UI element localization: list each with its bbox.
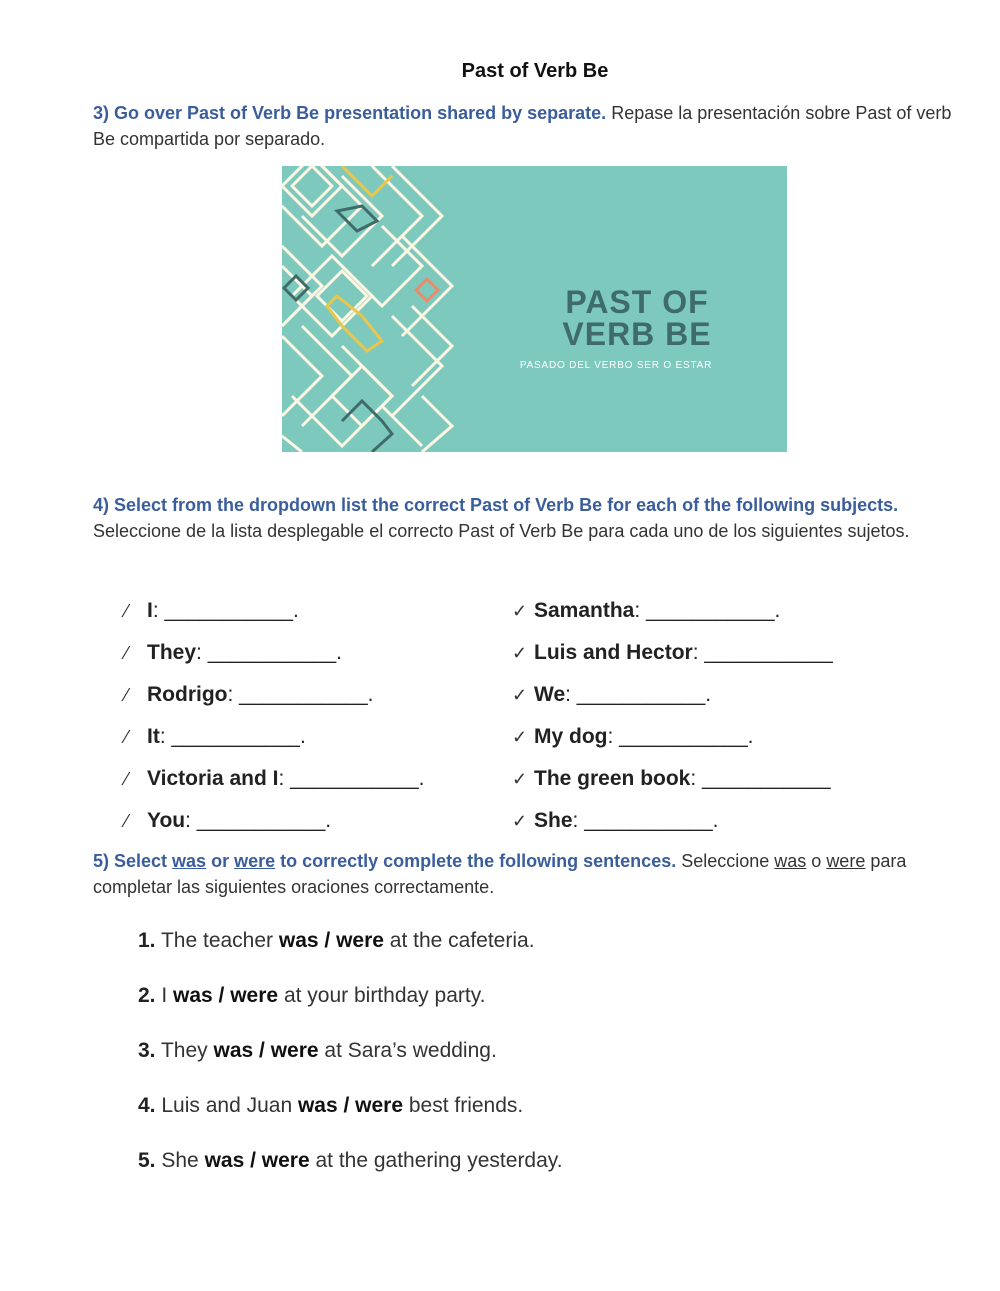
check-icon: ✓ <box>512 727 528 747</box>
subject-row-it: ⁄ It: ___________. <box>125 722 306 752</box>
answer-dropdown[interactable]: ___________ <box>584 809 713 832</box>
subject-row-they: ⁄ They: ___________. <box>125 638 342 668</box>
section-3-heading: 3) Go over Past of Verb Be presentation shared by separate. <box>93 103 607 123</box>
subject-label: They <box>147 641 197 664</box>
subject-label: My dog <box>534 725 608 748</box>
check-icon: ✓ <box>512 811 528 831</box>
check-icon: ✓ <box>512 769 528 789</box>
check-icon: ⁄ <box>125 601 129 621</box>
subject-row-victoria-and-i: ⁄ Victoria and I: ___________. <box>125 764 425 794</box>
check-icon: ⁄ <box>125 769 129 789</box>
sentence-4: 4. Luis and Juan was / were best friends. <box>138 1094 524 1117</box>
subject-row-you: ⁄ You: ___________. <box>125 806 331 836</box>
sentence-1: 1. The teacher was / were at the cafeteria. <box>138 929 535 952</box>
subject-label: It <box>147 725 160 748</box>
check-icon: ✓ <box>512 643 528 663</box>
subject-label: The green book <box>534 767 691 790</box>
check-icon: ⁄ <box>125 811 129 831</box>
sentence-3: 3. They was / were at Sara’s wedding. <box>138 1039 497 1062</box>
section-4-heading: 4) Select from the dropdown list the correct Past of Verb Be for each of the following subjects. <box>93 495 899 515</box>
check-icon: ✓ <box>512 601 528 621</box>
subject-label: I <box>147 599 153 622</box>
subject-row-i: ⁄ I: ___________. <box>125 596 299 626</box>
subject-label: She <box>534 809 573 832</box>
was-were-selector[interactable]: was / were <box>213 1039 319 1062</box>
check-icon: ⁄ <box>125 685 129 705</box>
answer-dropdown[interactable]: ___________ <box>290 767 419 790</box>
answer-dropdown[interactable]: ___________ <box>704 641 833 664</box>
subject-label: We <box>534 683 566 706</box>
subject-label: You <box>147 809 186 832</box>
section-3-instructions <box>93 100 963 152</box>
answer-dropdown[interactable]: ___________ <box>702 767 831 790</box>
section-5-text: Seleccione was o were para completar las siguientes oraciones correctamente. <box>93 851 907 897</box>
subject-row-my-dog: ✓ My dog: ___________. <box>512 722 754 752</box>
was-were-selector[interactable]: was / were <box>297 1094 404 1117</box>
subject-label: Rodrigo <box>147 683 228 706</box>
presentation-banner <box>282 166 787 452</box>
subject-row-rodrigo: ⁄ Rodrigo: ___________. <box>125 680 373 710</box>
answer-dropdown[interactable]: ___________ <box>207 641 337 664</box>
subject-row-we: ✓ We: ___________. <box>512 680 711 710</box>
answer-dropdown[interactable]: ___________ <box>619 725 748 748</box>
answer-dropdown[interactable]: ___________ <box>646 599 775 622</box>
was-were-selector[interactable]: was / were <box>278 929 384 952</box>
subject-label: Samantha <box>534 599 635 622</box>
sentence-2: 2. I was / were at your birthday party. <box>138 984 486 1007</box>
check-icon: ⁄ <box>125 727 129 747</box>
subject-row-luis-and-hector: ✓ Luis and Hector: ___________ <box>512 638 833 668</box>
section-4-text: Seleccione de la lista desplegable el correcto Past of Verb Be para cada uno de los siguientes sujetos. <box>93 521 910 541</box>
banner-title-line-1: PAST OF <box>565 284 709 320</box>
answer-dropdown[interactable]: ___________ <box>239 683 368 706</box>
answer-dropdown[interactable]: ___________ <box>196 809 326 832</box>
banner-title-line-2: VERB BE <box>562 316 712 352</box>
section-4-instructions <box>93 492 963 544</box>
subject-row-the-green-book: ✓ The green book: ___________ <box>512 764 831 794</box>
answer-dropdown[interactable]: ___________ <box>164 599 293 622</box>
check-icon: ⁄ <box>125 643 129 663</box>
page-title: Past of Verb Be <box>461 60 609 82</box>
check-icon: ✓ <box>512 685 528 705</box>
was-were-selector[interactable]: was / were <box>204 1149 310 1172</box>
answer-dropdown[interactable]: ___________ <box>576 683 706 706</box>
section-5-heading: 5) Select was or were to correctly complete the following sentences. <box>93 851 677 871</box>
subject-row-samantha: ✓ Samantha: ___________. <box>512 596 780 626</box>
subject-row-she: ✓ She: ___________. <box>512 806 719 836</box>
banner-title <box>562 286 712 350</box>
banner-subtitle: PASADO DEL VERBO SER O ESTAR <box>519 360 713 371</box>
subject-label: Victoria and I <box>147 767 279 790</box>
section-5-instructions <box>93 848 963 900</box>
answer-dropdown[interactable]: ___________ <box>171 725 300 748</box>
subject-label: Luis and Hector <box>534 641 693 664</box>
sentence-5: 5. She was / were at the gathering yesterday. <box>138 1149 563 1172</box>
was-were-selector[interactable]: was / were <box>173 984 279 1007</box>
section-3-text: Repase la presentación sobre Past of verb Be compartida por separado. <box>93 103 952 149</box>
